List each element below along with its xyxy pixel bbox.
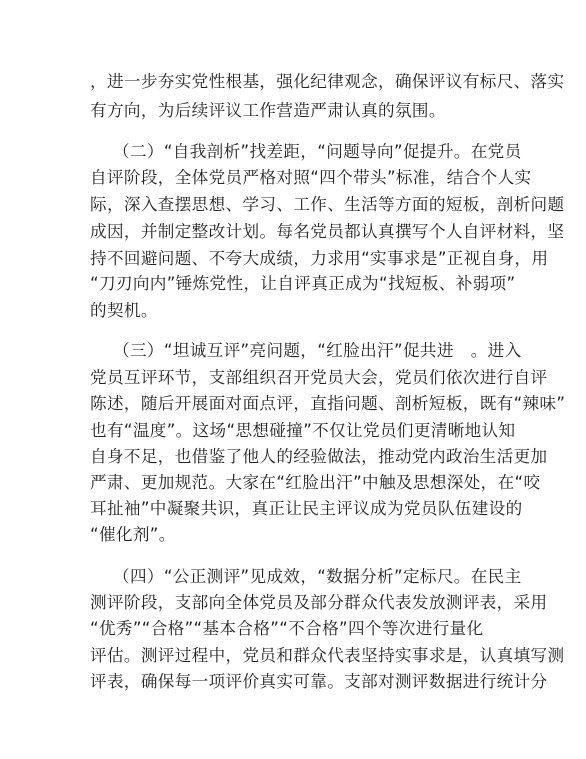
paragraph-line: 陈述，随后开展面对面点评，直指问题、剖析短板，既有“辣味” [90,394,566,413]
paragraph-line: （三）“坦诚互评”亮问题，“红脸出汗”促共进 。进入 [113,341,522,360]
paragraph-line: ，进一步夯实党性根基，强化纪律观念，确保评议有标尺、落实 [90,72,565,91]
paragraph-line: 测评阶段，支部向全体党员及部分群众代表发放测评表，采用 [90,593,548,612]
paragraph-line: 评估。测评过程中，党员和群众代表坚持实事求是，认真填写测 [90,646,565,665]
paragraph-line: 评表，确保每一项评价真实可靠。支部对测评数据进行统计分 [90,672,548,691]
paragraph-line: “催化剂”。 [90,525,176,544]
paragraph-line: 有方向，为后续评议工作营造严肃认真的氛围。 [90,101,446,120]
paragraph-line: 成因，并制定整改计划。每名党员都认真撰写个人自评材料，坚 [90,222,565,241]
paragraph-line: 也有“温度”。这场“思想碰撞”不仅让党员们更清晰地认知 [90,421,516,440]
paragraph-line: 自身不足，也借鉴了他人的经验做法，推动党内政治生活更加 [90,447,548,466]
paragraph-line: 的契机。 [90,301,158,320]
paragraph-line: “刀刃向内”锤炼党性，让自评真正成为“找短板、补弱项” [90,274,516,293]
paragraph-line: 持不回避问题、不夸大成绩，力求用“实事求是”正视自身，用 [90,249,549,268]
paragraph-line: 严肃、更加规范。大家在“红脸出汗”中触及思想深处，在“咬 [90,473,541,492]
paragraph-line: 党员互评环节，支部组织召开党员大会，党员们依次进行自评 [90,368,548,387]
paragraph-line: 自评阶段，全体党员严格对照“四个带头”标准，结合个人实 [90,168,532,187]
paragraph-line: 耳扯袖”中凝聚共识，真正让民主评议成为党员队伍建设的 [90,499,523,518]
paragraph-line: （二）“自我剖析”找差距，“问题导向”促提升。在党员 [113,142,522,161]
paragraph-line: “优秀”“合格”“基本合格”“不合格”四个等次进行量化 [90,619,484,638]
paragraph-line: （四）“公正测评”见成效，“数据分析”定标尺。在民主 [113,567,522,586]
paragraph-line: 际，深入查摆思想、学习、工作、生活等方面的短板，剖析问题 [90,195,565,214]
